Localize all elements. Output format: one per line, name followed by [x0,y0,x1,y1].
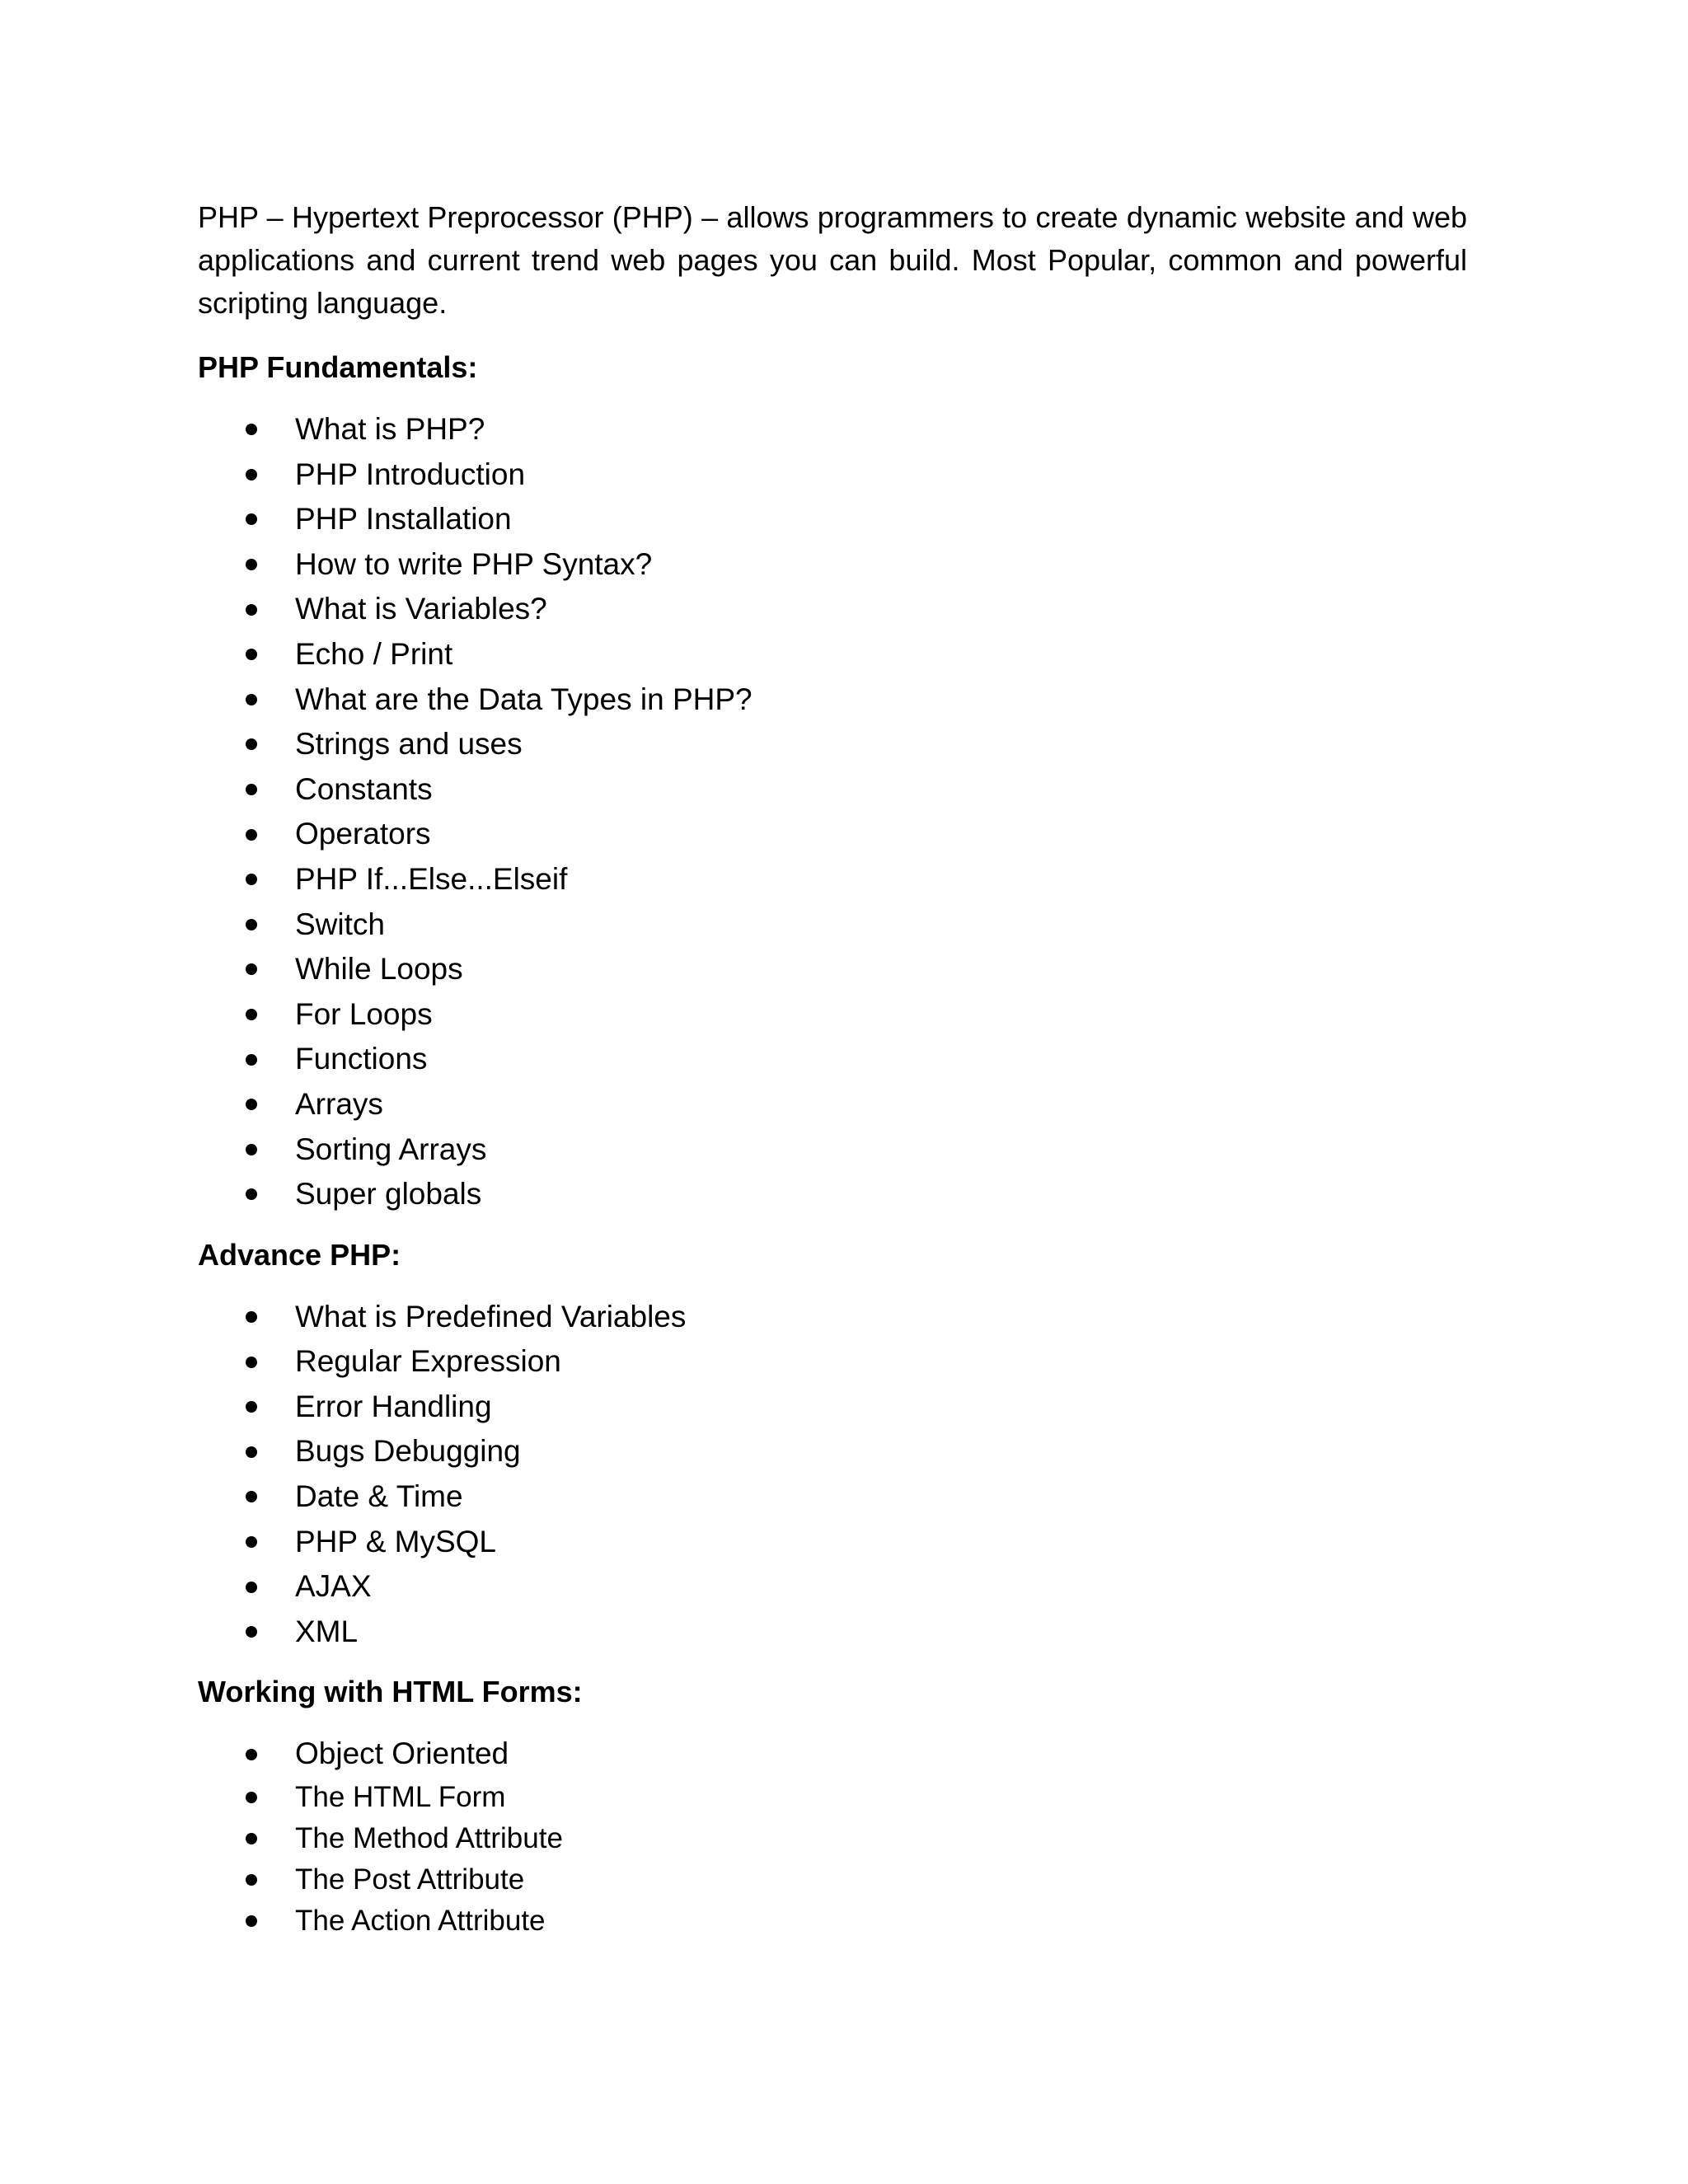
bullet-icon [246,874,257,885]
bullet-icon [246,469,257,480]
list-item-text: Functions [295,1042,428,1076]
list-item-text: What is Variables? [295,592,547,626]
list-item [198,1385,1467,1430]
intro-paragraph: PHP – Hypertext Preprocessor (PHP) – allows programmers to create dynamic website and web applications and current trend web pages you can build. Most Popular, common and powerful scripting language. [198,200,1467,320]
section-advance-php [198,1234,1467,1655]
bullet-icon [246,919,257,930]
list-item-text: What is PHP? [295,412,485,446]
list-item [198,1429,1467,1474]
bullet-list [198,407,1467,1217]
list-item [198,1339,1467,1385]
list-item-text: PHP Installation [295,502,512,537]
list-item [198,1859,1467,1900]
bullet-icon [246,1009,257,1020]
bullet-icon [246,1536,257,1548]
bullet-icon [246,649,257,660]
list-item [198,722,1467,767]
list-item [198,587,1467,632]
list-item-text: Date & Time [295,1479,463,1514]
list-item-text: The Method Attribute [295,1822,563,1855]
list-item-text: Constants [295,771,433,806]
list-item [198,497,1467,542]
bullet-icon [246,1446,257,1458]
list-item [198,1127,1467,1173]
list-item-text: Arrays [295,1086,383,1121]
list-item-text: The HTML Form [295,1781,506,1814]
list-item-text: The Action Attribute [295,1905,546,1938]
list-item [198,767,1467,813]
bullet-icon [246,1833,257,1844]
list-item [198,407,1467,452]
list-item-text: Regular Expression [295,1344,561,1379]
list-item [198,1520,1467,1565]
list-item-text: Operators [295,817,431,851]
document-page [198,196,1467,1942]
list-item-text: Object Oriented [295,1736,509,1771]
bullet-icon [246,829,257,841]
list-item [198,1172,1467,1217]
bullet-icon [246,738,257,750]
list-item [198,542,1467,588]
list-item [198,1818,1467,1859]
list-item-text: PHP & MySQL [295,1524,497,1558]
section-heading: Advance PHP: [198,1237,401,1272]
section-heading: PHP Fundamentals: [198,350,478,384]
list-item-text: XML [295,1614,359,1648]
bullet-icon [246,1915,257,1927]
bullet-icon [246,694,257,705]
list-item-text: What is Predefined Variables [295,1299,687,1333]
list-item-text: Switch [295,907,385,941]
list-item [198,992,1467,1038]
bullet-list [198,1295,1467,1655]
bullet-icon [246,1582,257,1593]
bullet-icon [246,1311,257,1323]
list-item [198,632,1467,677]
list-item [198,902,1467,948]
list-item-text: While Loops [295,952,463,987]
list-item [198,1732,1467,1777]
bullet-icon [246,1792,257,1803]
bullet-icon [246,1099,257,1110]
list-item [198,812,1467,857]
list-item-text: AJAX [295,1569,372,1604]
list-item-text: PHP If...Else...Elseif [295,861,568,896]
bullet-icon [246,1144,257,1155]
list-item-text: The Post Attribute [295,1863,525,1896]
bullet-icon [246,424,257,435]
list-item-text: Bugs Debugging [295,1434,521,1469]
bullet-icon [246,963,257,975]
list-item [198,1564,1467,1610]
list-item [198,1900,1467,1942]
bullet-icon [246,784,257,795]
section-heading: Working with HTML Forms: [198,1675,583,1709]
list-item-text: What are the Data Types in PHP? [295,682,753,716]
list-item [198,1037,1467,1082]
bullet-icon [246,1491,257,1502]
bullet-icon [246,559,257,570]
bullet-list [198,1732,1467,1942]
list-item [198,1610,1467,1655]
bullet-icon [246,1874,257,1886]
bullet-icon [246,604,257,616]
section-php-fundamentals [198,346,1467,1217]
list-item [198,1474,1467,1520]
list-item-text: Super globals [295,1177,482,1212]
list-item-text: For Loops [295,996,433,1031]
bullet-icon [246,1357,257,1368]
bullet-icon [246,1054,257,1066]
list-item [198,1082,1467,1127]
list-item [198,857,1467,902]
list-item [198,677,1467,723]
list-item [198,1777,1467,1818]
list-item [198,452,1467,498]
bullet-icon [246,513,257,525]
list-item-text: Echo / Print [295,636,453,671]
list-item-text: How to write PHP Syntax? [295,546,653,581]
bullet-icon [246,1749,257,1760]
section-working-with-html-forms [198,1671,1467,1942]
list-item-text: PHP Introduction [295,457,526,491]
bullet-icon [246,1188,257,1200]
list-item-text: Strings and uses [295,727,523,762]
list-item-text: Sorting Arrays [295,1132,487,1166]
list-item-text: Error Handling [295,1389,492,1423]
list-item [198,1295,1467,1340]
bullet-icon [246,1401,257,1413]
bullet-icon [246,1626,257,1638]
list-item [198,947,1467,992]
